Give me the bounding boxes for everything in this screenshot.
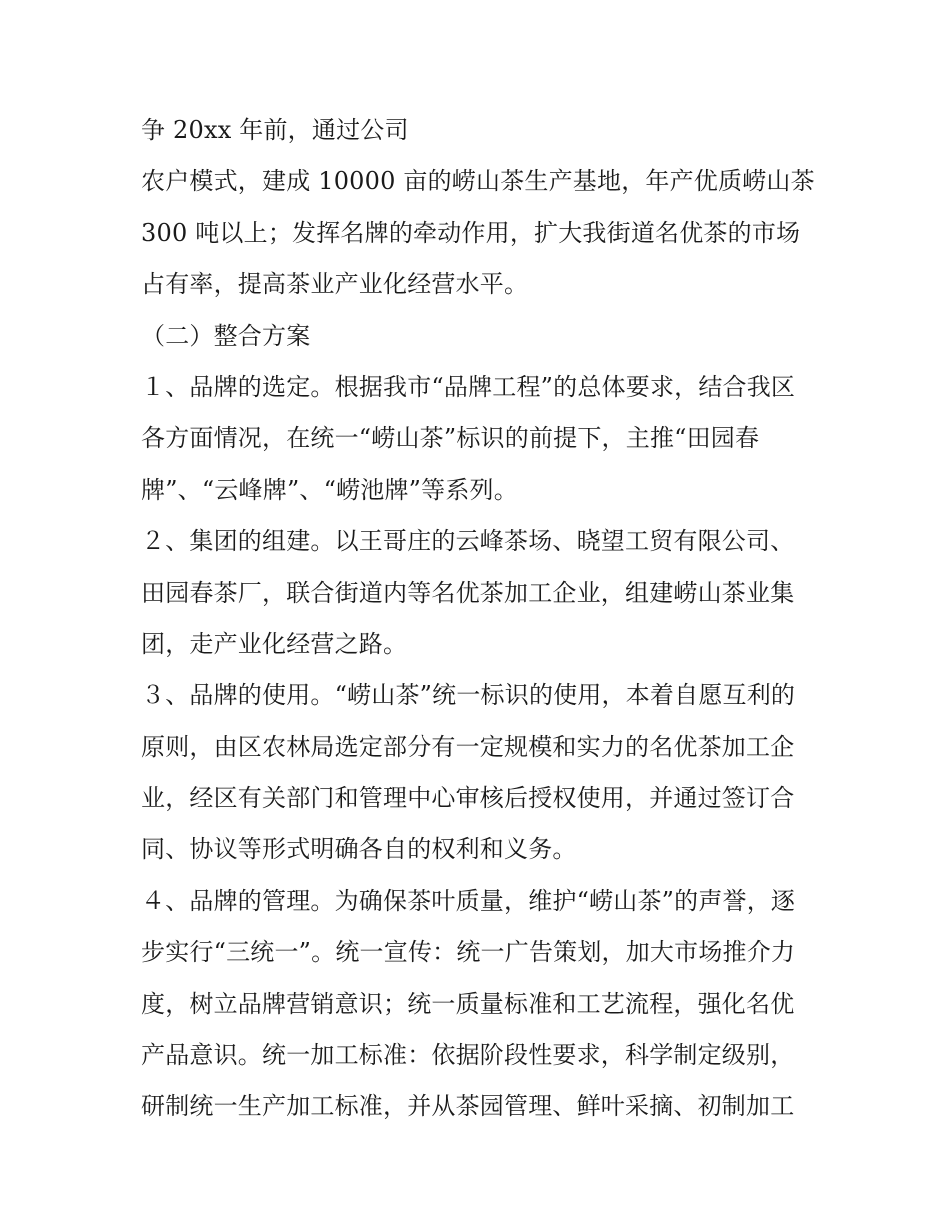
text-line-7: 各方面情况，在统一“崂山茶”标识的前提下，主推“田园春 — [141, 424, 760, 453]
text-line-16: ４、品牌的管理。为确保茶叶质量，维护“崂山茶”的声誉，逐 — [141, 886, 796, 915]
text-line-9: ２、集团的组建。以王哥庄的云峰茶场、晓望工贸有限公司、 — [141, 527, 795, 556]
text-line-4: 占有率，提高茶业产业化经营水平。 — [141, 270, 529, 299]
text-line-8: 牌”、“云峰牌”、“崂池牌”等系列。 — [141, 475, 518, 504]
text-line-17: 步实行“三统一”。统一宣传：统一广告策划，加大市场推介力 — [141, 938, 796, 967]
text-line-13: 原则，由区农林局选定部分有一定规模和实力的名优茶加工企 — [141, 732, 795, 761]
text-line-12: ３、品牌的使用。“崂山茶”统一标识的使用，本着自愿互利的 — [141, 681, 796, 710]
text-line-3: 300 吨以上；发挥名牌的牵动作用，扩大我街道名优茶的市场 — [141, 218, 801, 247]
text-line-14: 业，经区有关部门和管理中心审核后授权使用，并通过签订合 — [141, 784, 795, 813]
text-line-15: 同、协议等形式明确各自的权利和义务。 — [141, 835, 577, 864]
section-heading-integration-plan: （二）整合方案 — [141, 321, 311, 350]
text-line-1: 争 20xx 年前，通过公司 — [141, 116, 409, 144]
text-line-11: 团，走产业化经营之路。 — [141, 629, 408, 658]
text-line-10: 田园春茶厂，联合街道内等名优茶加工企业，组建崂山茶业集 — [141, 578, 795, 607]
text-line-6: １、品牌的选定。根据我市“品牌工程”的总体要求，结合我区 — [141, 372, 796, 401]
text-line-2: 农户模式，建成 10000 亩的崂山茶生产基地，年产优质崂山茶 — [141, 167, 815, 196]
text-line-18: 度，树立品牌营销意识；统一质量标准和工艺流程，强化名优 — [141, 989, 795, 1018]
document-body — [141, 108, 821, 1136]
text-line-19: 产品意识。统一加工标准：依据阶段性要求，科学制定级别， — [141, 1041, 795, 1070]
text-line-20: 研制统一生产加工标准，并从茶园管理、鲜叶采摘、初制加工 — [141, 1092, 795, 1121]
